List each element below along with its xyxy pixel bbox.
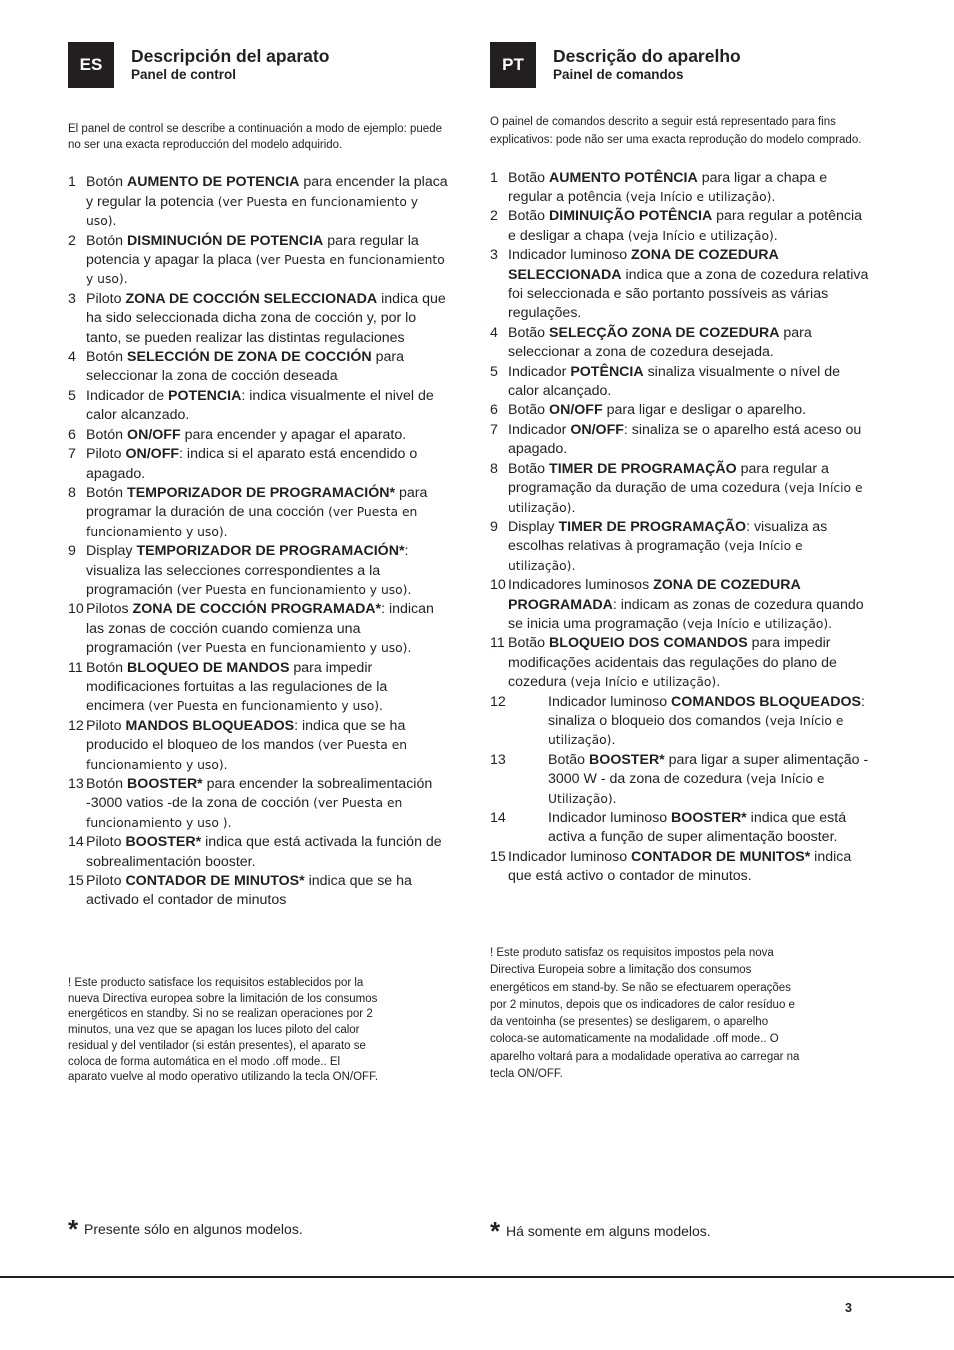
list-item [490, 421, 870, 460]
list-item [68, 659, 448, 717]
item-description: para seleccionar la zona de cocción deseada [86, 349, 404, 385]
item-text [86, 387, 448, 426]
list-item [490, 848, 870, 887]
item-text [86, 659, 448, 717]
list-item [490, 207, 870, 246]
item-text [548, 809, 870, 848]
item-text [508, 848, 870, 887]
item-description: para regular a programação da duração de uma cozedura [508, 460, 829, 497]
item-text [86, 173, 448, 231]
asterisk-symbol: * [68, 1214, 79, 1244]
item-number: 10 [490, 577, 506, 594]
footnote-text: Presente sólo en algunos modelos. [84, 1221, 303, 1237]
item-text [508, 576, 870, 634]
item-number: 10 [68, 601, 84, 618]
item-prefix: Piloto [86, 290, 126, 307]
item-description: : sinaliza o bloqueio dos comandos [548, 693, 865, 729]
item-description: indica que ha sido seleccionada dicha zona de cocción y, por lo tanto, se pueden realizar las distintas regulaciones [86, 290, 446, 346]
item-prefix: Indicador luminoso [548, 693, 672, 710]
item-prefix: Display [86, 543, 137, 560]
item-prefix: Indicador [508, 363, 571, 380]
language-badge: ES [68, 42, 114, 88]
item-number: 8 [68, 484, 76, 501]
item-control-name: POTENCIA [168, 387, 242, 404]
item-description: para regular la potencia y apagar la placa [86, 232, 419, 269]
item-number: 3 [68, 290, 76, 307]
item-number: 9 [68, 543, 76, 560]
item-prefix: Botón [86, 174, 128, 191]
item-description: indica que está activa a função de super alimentação booster. [548, 810, 847, 846]
item-prefix: Indicador luminoso [508, 247, 632, 264]
item-text [86, 600, 448, 658]
item-control-name: SELECÇÃO ZONA DE COZEDURA [549, 324, 780, 341]
section-header [68, 42, 448, 88]
language-badge: PT [490, 42, 536, 88]
intro-text: El panel de control se describe a continuación a modo de ejemplo: puede no ser una exacta reproducción del modelo adquirido. [68, 123, 442, 151]
standby-note: ! Este producto satisface los requisitos establecidos por la nueva Directiva europea sobre la limitación de los consumos energéticos en standby. Si no se realizan operaciones por 2 minutos, una vez que se apagan los luces piloto del calor residual y del ventilador (si están presentes), el aparato se coloca de forma automática en el modo .off mode.. El aparato vuelve al modo operativo utilizando la tecla ON/OFF. [68, 977, 379, 1084]
list-item [68, 232, 448, 290]
item-description: : indica visualmente el nivel de calor alcanzado. [86, 387, 434, 424]
item-number: 11 [490, 635, 505, 652]
list-item [490, 401, 870, 420]
item-number: 12 [490, 693, 506, 710]
list-item [68, 290, 448, 348]
item-description: para encender y apagar el aparato. [180, 426, 407, 443]
item-text [86, 833, 448, 872]
item-description: : indica que se ha producido el bloqueo de los mandos [86, 717, 406, 754]
item-text [508, 363, 870, 402]
section-title: Descripción del aparato [131, 46, 330, 66]
item-description: : visualiza as escolhas relativas à programação [508, 518, 828, 555]
item-control-name: ON/OFF [570, 421, 624, 438]
item-reference: (veja Início e utilização). [548, 713, 844, 748]
item-number: 6 [68, 426, 76, 443]
list-item [68, 600, 448, 658]
item-control-name: SELECCIÓN DE ZONA DE COCCIÓN [127, 349, 372, 366]
item-reference: (veja Início e utilização). [625, 190, 776, 204]
item-description: para impedir modificaciones fortuitas a las regulaciones de la encimera [86, 659, 388, 715]
footer-divider [0, 1276, 954, 1278]
item-reference: (veja Início e Utilização). [548, 772, 825, 806]
item-text [86, 717, 448, 775]
footnote [490, 1212, 711, 1246]
item-reference: (ver Puesta en funcionamiento y uso ). [86, 796, 403, 830]
item-text [508, 460, 870, 518]
item-description: para ligar a super alimentação - 3000 W - da zona de cozedura [548, 751, 869, 788]
list-item [490, 751, 870, 809]
item-description: para ligar e desligar o aparelho. [602, 402, 807, 419]
item-control-name: BOOSTER* [125, 834, 202, 851]
item-control-name: ZONA DE COZEDURA SELECCIONADA [508, 247, 779, 283]
item-prefix: Botão [548, 751, 590, 768]
item-prefix: Botón [86, 659, 128, 676]
item-control-name: ON/OFF [127, 426, 181, 443]
list-item [490, 576, 870, 634]
item-prefix: Display [508, 518, 559, 535]
item-control-name: TIMER DE PROGRAMAÇÃO [558, 518, 747, 535]
item-text [86, 232, 448, 290]
item-text [86, 484, 448, 542]
item-description: indica que a zona de cozedura relativa foi seleccionada e são portanto possíveis as várias regulações. [508, 266, 869, 322]
item-reference: (veja Início e utilização). [682, 616, 833, 631]
asterisk-symbol: * [490, 1216, 501, 1246]
item-text [548, 693, 870, 751]
item-control-name: ON/OFF [549, 402, 603, 419]
item-number: 13 [490, 751, 506, 768]
item-prefix: Piloto [86, 873, 126, 890]
item-prefix: Botão [508, 324, 550, 341]
list-item [68, 484, 448, 542]
item-control-name: BLOQUEO DE MANDOS [127, 659, 290, 676]
list-item [68, 445, 448, 484]
item-prefix: Botón [86, 232, 128, 249]
item-text [508, 207, 870, 246]
list-item [490, 363, 870, 402]
item-control-name: CONTADOR DE MINUTOS* [125, 873, 305, 890]
item-description: para encender la sobrealimentación -3000 vatios -de la zona de cocción [86, 776, 433, 812]
item-description: : indicam as zonas de cozedura quando se inicia uma programação [508, 596, 864, 632]
item-number: 3 [490, 247, 498, 264]
control-list [490, 169, 870, 887]
item-control-name: BOOSTER* [127, 776, 203, 792]
item-number: 5 [490, 363, 498, 380]
item-control-name: AUMENTO DE POTENCIA [127, 174, 300, 191]
list-item [490, 693, 870, 751]
standby-note: ! Este produto satisfaz os requisitos impostos pela nova Directiva Europeia sobre a limitação dos consumos energéticos em stand-by. Se não se efectuarem operações por 2 minutos, depois que os indicadores de calor resíduo e da ventoinha (se presentes) se desligarem, o aparelho coloca-se automaticamente na modalidade .off mode.. O aparelho voltará para a modalidade operativa ao carregar na tecla ON/OFF. [490, 947, 800, 1081]
item-number: 14 [490, 810, 506, 826]
list-item [490, 169, 870, 208]
item-control-name: BOOSTER* [589, 751, 665, 768]
item-reference: (ver Puesta en funcionamiento y uso). [86, 505, 418, 539]
item-description: para ligar a chapa e regular a potência [508, 169, 828, 205]
list-item [490, 518, 870, 576]
item-text [508, 634, 870, 692]
item-control-name: ZONA DE COCCIÓN PROGRAMADA* [132, 601, 382, 618]
item-number: 1 [490, 169, 498, 186]
control-list [68, 173, 448, 910]
item-prefix: Botón [86, 484, 128, 501]
item-number: 12 [68, 717, 84, 734]
item-number: 11 [68, 659, 83, 676]
item-description: : indican las zonas de cocción cuando comienza una programación [86, 601, 434, 657]
item-number: 5 [68, 387, 76, 404]
item-reference: (ver Puesta en funcionamiento y uso). [86, 194, 419, 229]
item-reference: (ver Puesta en funcionamiento y uso). [86, 738, 408, 772]
item-reference: (veja Início e utilização). [508, 539, 803, 573]
item-description: para seleccionar a zona de cozedura desejada. [508, 324, 812, 361]
item-control-name: MANDOS BLOQUEADOS [125, 717, 295, 734]
column-portuguese [490, 42, 870, 887]
list-item [490, 246, 870, 324]
item-prefix: Indicadores luminosos [508, 577, 654, 594]
item-reference: (ver Puesta en funcionamiento y uso). [176, 582, 412, 597]
item-prefix: Indicador de [86, 387, 169, 404]
item-prefix: Indicador luminoso [508, 848, 632, 865]
item-prefix: Piloto [86, 834, 126, 851]
item-control-name: BOOSTER* [671, 810, 747, 826]
item-control-name: POTÊNCIA [570, 363, 644, 380]
item-prefix: Botão [508, 169, 550, 186]
item-control-name: TEMPORIZADOR DE PROGRAMACIÓN* [127, 484, 396, 501]
item-number: 15 [490, 848, 506, 865]
list-item [68, 717, 448, 775]
item-description: indica que se ha activado el contador de minutos [86, 873, 412, 909]
item-prefix: Botón [86, 349, 128, 366]
list-item [68, 775, 448, 833]
item-number: 13 [68, 776, 84, 792]
item-description: indica que está activada la función de sobrealimentación booster. [86, 834, 442, 870]
item-prefix: Indicador luminoso [548, 810, 672, 826]
item-description: para impedir modificações acidentais das regulações do plano de cozedura [508, 635, 837, 691]
item-number: 2 [68, 232, 76, 249]
item-reference: (ver Puesta en funcionamiento y uso). [148, 699, 383, 714]
item-control-name: TEMPORIZADOR DE PROGRAMACIÓN* [136, 543, 405, 560]
item-number: 4 [68, 349, 76, 366]
item-text [548, 751, 870, 809]
item-reference: (ver Puesta en funcionamiento y uso). [176, 641, 412, 656]
item-description: : visualiza las selecciones correspondientes a la programación [86, 543, 409, 598]
item-prefix: Indicador [508, 421, 571, 438]
list-item [490, 809, 870, 848]
item-prefix: Botão [508, 635, 550, 652]
item-number: 6 [490, 402, 498, 419]
item-reference: (ver Puesta en funcionamiento y uso). [86, 253, 445, 287]
item-text [508, 401, 870, 420]
item-prefix: Pilotos [86, 601, 133, 618]
item-description: : indica si el aparato está encendido o apagado. [86, 446, 418, 482]
item-number: 1 [68, 174, 76, 191]
list-item [68, 348, 448, 387]
item-control-name: TIMER DE PROGRAMAÇÃO [549, 460, 737, 477]
list-item [68, 173, 448, 231]
item-control-name: ON/OFF [125, 446, 180, 463]
item-prefix: Piloto [86, 446, 126, 463]
item-text [86, 542, 448, 600]
item-control-name: CONTADOR DE MUNITOS* [631, 848, 811, 865]
item-number: 8 [490, 460, 498, 477]
list-item [68, 833, 448, 872]
list-item [490, 460, 870, 518]
item-description: indica que está activo o contador de minutos. [508, 848, 852, 885]
item-text [86, 872, 448, 911]
page-number: 3 [845, 1301, 852, 1315]
footnote-text: Há somente em alguns modelos. [506, 1223, 711, 1239]
header-titles [131, 45, 329, 83]
item-prefix: Botão [508, 208, 550, 225]
item-text [508, 169, 870, 208]
item-prefix: Botão [508, 402, 550, 419]
item-reference: (veja Início e utilização). [627, 228, 778, 243]
item-control-name: AUMENTO POTÊNCIA [549, 169, 698, 186]
item-number: 15 [68, 873, 84, 890]
item-control-name: ZONA DE COZEDURA PROGRAMADA [508, 577, 801, 613]
section-subtitle: Painel de comandos [553, 67, 684, 82]
item-text [508, 246, 870, 324]
item-description: para regular a potência e desligar a chapa [508, 208, 863, 244]
list-item [68, 872, 448, 911]
item-prefix: Botão [508, 460, 550, 477]
list-item [68, 426, 448, 445]
item-description: para encender la placa y regular la potencia [86, 174, 448, 210]
footnote [68, 1210, 303, 1244]
header-titles [553, 45, 741, 83]
item-control-name: ZONA DE COCCIÓN SELECCIONADA [125, 290, 378, 307]
item-prefix: Botón [86, 426, 128, 443]
item-text [86, 775, 448, 833]
section-subtitle: Panel de control [131, 67, 237, 82]
item-number: 9 [490, 518, 498, 535]
section-header [490, 42, 870, 88]
list-item [68, 387, 448, 426]
item-control-name: COMANDOS BLOQUEADOS [671, 693, 861, 710]
item-description: sinaliza visualmente o nível de calor alcançado. [508, 363, 840, 400]
item-control-name: DIMINUIÇÃO POTÊNCIA [549, 208, 713, 225]
item-number: 4 [490, 324, 498, 341]
column-spanish [68, 42, 448, 911]
item-text [508, 421, 870, 460]
intro-text: O painel de comandos descrito a seguir está representado para fins explicativos: pode não ser uma exacta reprodução do modelo comprado. [490, 116, 862, 146]
item-text [86, 426, 448, 445]
item-control-name: DISMINUCIÓN DE POTENCIA [127, 232, 324, 249]
item-description: para programar la duración de una cocción [86, 484, 428, 521]
item-description: : sinaliza se o aparelho está aceso ou apagado. [508, 421, 862, 458]
item-number: 7 [490, 421, 498, 438]
item-text [508, 518, 870, 576]
item-number: 7 [68, 446, 76, 463]
item-text [86, 445, 448, 484]
item-reference: (veja Início e utilização). [570, 675, 721, 690]
item-number: 14 [68, 834, 84, 851]
list-item [490, 634, 870, 692]
item-prefix: Botón [86, 776, 128, 792]
list-item [68, 542, 448, 600]
item-text [508, 324, 870, 363]
list-item [490, 324, 870, 363]
item-text [86, 290, 448, 348]
item-reference: (veja Início e utilização). [508, 481, 863, 515]
item-text [86, 348, 448, 387]
item-number: 2 [490, 208, 498, 225]
section-title: Descrição do aparelho [553, 46, 741, 66]
item-prefix: Piloto [86, 717, 126, 734]
item-control-name: BLOQUEIO DOS COMANDOS [549, 635, 748, 652]
